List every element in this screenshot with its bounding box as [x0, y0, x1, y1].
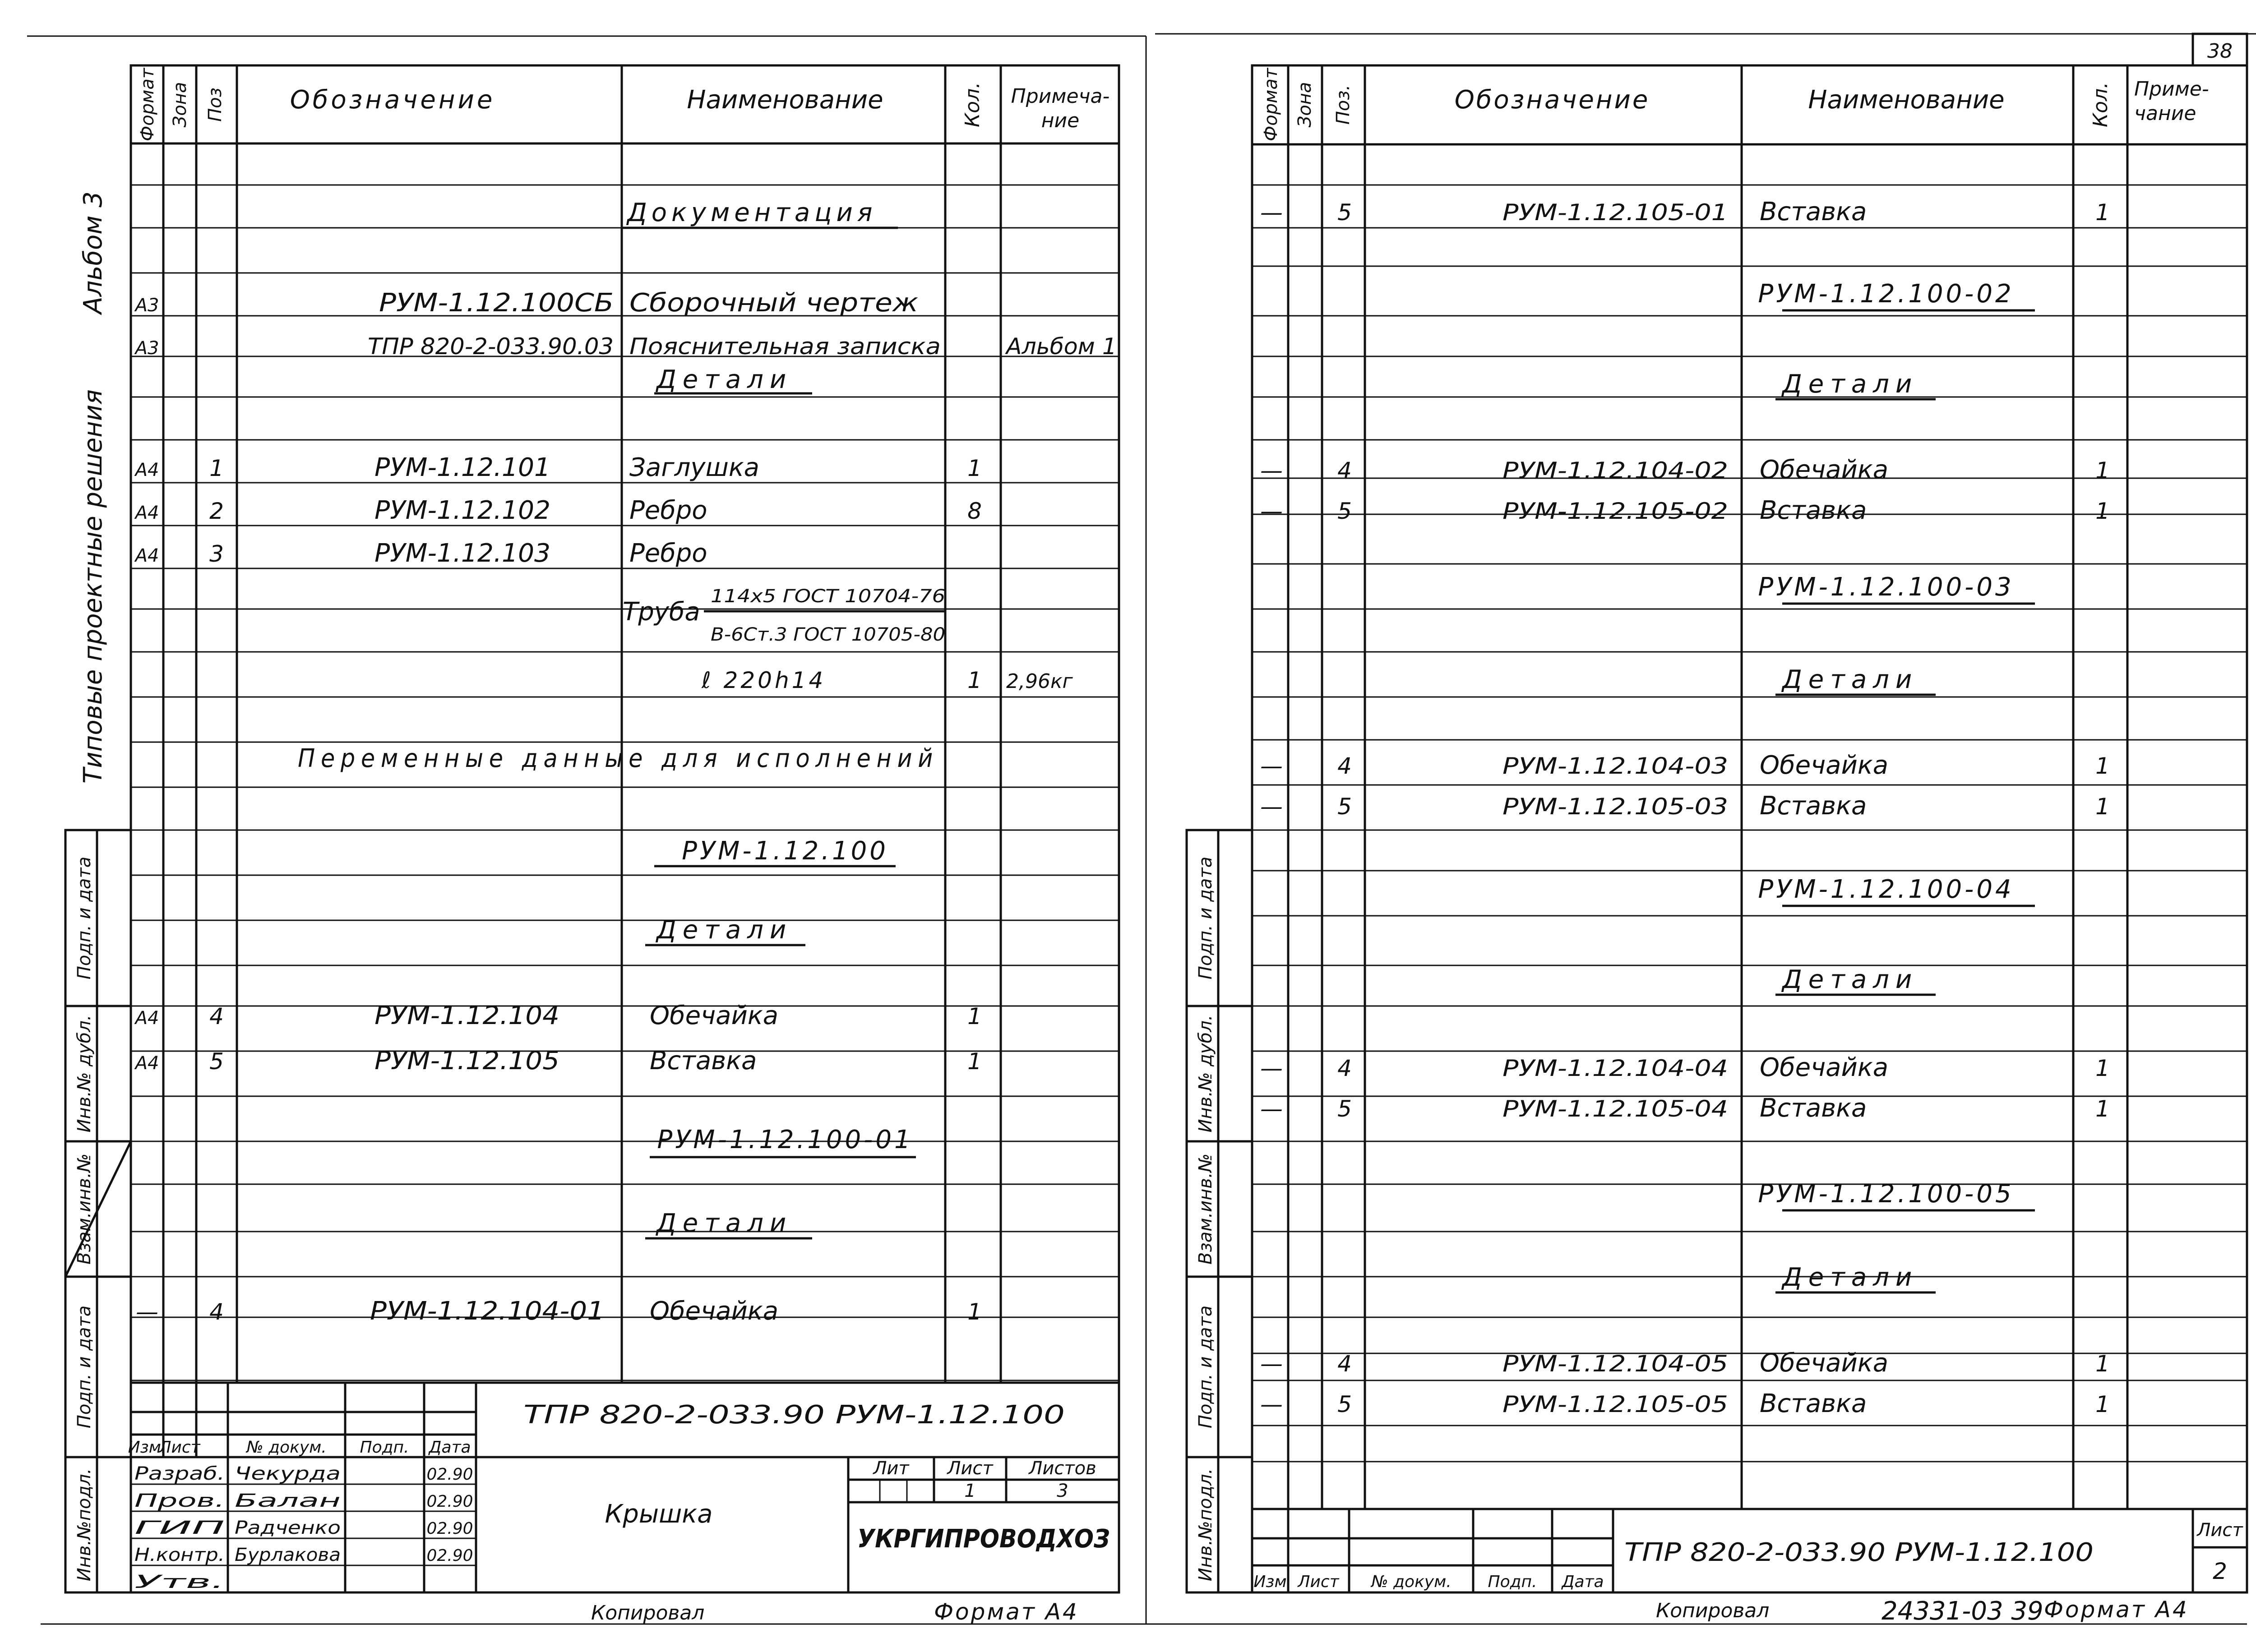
part-qty: 1: [2095, 1391, 2110, 1417]
header-designation: Обозначение: [290, 85, 495, 115]
part-qty: 1: [2095, 1351, 2110, 1377]
header-designation: Обозначение: [1454, 85, 1650, 115]
variant-title: РУМ-1.12.100: [682, 836, 888, 866]
title-block-role: Разраб.: [134, 1463, 225, 1484]
part-name: Вставка: [1760, 791, 1867, 821]
part-pos: 5: [1337, 1391, 1352, 1417]
part-designation: РУМ-1.12.102: [374, 496, 550, 525]
section-parts: Детали: [1782, 965, 1919, 994]
part-designation: РУМ-1.12.105-03: [1502, 794, 1728, 820]
variant-title: РУМ-1.12.100-01: [657, 1125, 913, 1154]
part-designation: РУМ-1.12.104-05: [1502, 1351, 1728, 1377]
title-block-sheet: 1: [964, 1481, 976, 1501]
part-name: Вставка: [1760, 496, 1867, 525]
part-pos: 4: [209, 1299, 224, 1325]
stamp-label-left: Взам.инв.№: [74, 1153, 95, 1265]
format-label: Формат А4: [934, 1599, 1079, 1625]
part-qty: 1: [967, 1003, 982, 1029]
part-format: —: [1260, 1096, 1283, 1122]
title-block-col-header: Изм: [1253, 1573, 1287, 1591]
variant-title: РУМ-1.12.100-04: [1758, 875, 2014, 904]
section-parts: Детали: [656, 1209, 793, 1238]
header-note: Примеча-: [1011, 85, 1110, 108]
part-pos: 4: [209, 1003, 224, 1029]
header-qty: Кол.: [961, 82, 984, 128]
title-block-col-header: Изм.: [128, 1438, 166, 1457]
album-label: Альбом 3: [79, 191, 108, 314]
header-format: Формат: [1261, 68, 1281, 142]
part-name: Обечайка: [650, 1001, 779, 1030]
part-name: Обечайка: [1760, 1053, 1889, 1082]
header-note: ние: [1041, 109, 1080, 132]
part-format: А4: [135, 460, 159, 480]
section-parts: Детали: [656, 365, 793, 394]
title-block-sheet: 2: [2213, 1558, 2227, 1584]
part-qty: 1: [2095, 1096, 2110, 1122]
title-block-sheet-label: Лист: [947, 1458, 993, 1479]
series-label: Типовые проектные решения: [79, 389, 108, 784]
doc-name: Пояснительная записка: [629, 333, 941, 360]
stamp-label-right: Подп. и дата: [1195, 1305, 1216, 1429]
title-block-role: ГИП: [134, 1518, 225, 1538]
pipe-length: ℓ 220h14: [702, 667, 826, 693]
title-block-role: Утв.: [134, 1572, 225, 1592]
part-pos: 5: [1337, 498, 1352, 524]
part-designation: РУМ-1.12.104: [374, 1001, 559, 1030]
copied-label: Копировал: [591, 1601, 705, 1624]
part-name: Вставка: [1760, 1389, 1867, 1418]
title-block-col-header: Дата: [1562, 1573, 1604, 1591]
part-designation: РУМ-1.12.104-01: [370, 1297, 605, 1326]
title-block-col-header: Подп.: [1488, 1573, 1537, 1591]
part-pos: 3: [209, 541, 224, 567]
part-format: А4: [135, 545, 159, 566]
part-qty: 1: [2095, 794, 2110, 820]
part-pos: 4: [1337, 457, 1352, 484]
part-name: Обечайка: [1760, 1348, 1889, 1378]
stamp-label-right: Инв.№подл.: [1195, 1468, 1216, 1582]
variable-data-title: Переменные данные для исполнений: [298, 744, 938, 773]
part-format: А4: [135, 1008, 159, 1029]
part-format: —: [1260, 1351, 1283, 1377]
section-parts: Детали: [1782, 1263, 1919, 1292]
section-parts: Детали: [1782, 665, 1919, 694]
title-block-code: ТПР 820-2-033.90 РУМ-1.12.100: [1624, 1538, 2094, 1567]
title-block-code: ТПР 820-2-033.90 РУМ-1.12.100: [523, 1400, 1065, 1430]
part-name: Обечайка: [650, 1297, 779, 1326]
doc-name: Сборочный чертеж: [629, 288, 918, 318]
copied-label: Копировал: [1656, 1599, 1770, 1622]
part-qty: 1: [2095, 457, 2110, 484]
part-pos: 5: [1337, 1096, 1352, 1122]
stamp-label-right: Взам.инв.№: [1195, 1153, 1216, 1265]
part-qty: 1: [2095, 753, 2110, 779]
part-format: —: [1260, 457, 1283, 484]
doc-designation: РУМ-1.12.100СБ: [379, 288, 614, 318]
doc-format: А3: [135, 295, 159, 316]
title-block-name: Балан: [235, 1490, 341, 1511]
part-format: А4: [135, 1053, 159, 1074]
organization-name: УКРГИПРОВОДХОЗ: [857, 1524, 1110, 1554]
part-name: Вставка: [650, 1046, 757, 1075]
title-block-role: Н.контр.: [134, 1545, 225, 1565]
part-format: —: [1260, 1391, 1283, 1417]
part-designation: РУМ-1.12.105-05: [1502, 1391, 1728, 1417]
title-block-date: 02.90: [426, 1519, 473, 1538]
title-block-date: 02.90: [426, 1546, 473, 1565]
title-block-name: Бурлакова: [235, 1545, 341, 1565]
header-zone: Зона: [1294, 82, 1315, 128]
title-block-name: Радченко: [235, 1518, 341, 1538]
header-pos: Поз.: [1333, 84, 1354, 125]
part-qty: 8: [967, 498, 982, 524]
part-qty: 1: [967, 1299, 982, 1325]
part-pos: 2: [209, 498, 224, 524]
part-designation: РУМ-1.12.105-01: [1502, 199, 1728, 226]
inventory-number: 24331-03 39: [1882, 1597, 2043, 1626]
title-block-role: Пров.: [134, 1490, 225, 1511]
header-name: Наименование: [687, 85, 883, 115]
part-designation: РУМ-1.12.104-02: [1502, 457, 1728, 484]
part-name: Заглушка: [629, 453, 759, 482]
stamp-label-left: Инв.№ дубл.: [74, 1015, 95, 1133]
part-pos: 4: [1337, 753, 1352, 779]
title-block-lit: Лит: [873, 1458, 909, 1479]
format-label: Формат А4: [2044, 1597, 2189, 1623]
part-qty: 1: [967, 1048, 982, 1075]
stamp-label-right: Подп. и дата: [1195, 856, 1216, 980]
part-designation: РУМ-1.12.104-03: [1502, 753, 1728, 779]
part-name: Вставка: [1760, 197, 1867, 226]
part-pos: 5: [1337, 794, 1352, 820]
part-designation: РУМ-1.12.101: [374, 453, 550, 482]
part-pos: 5: [209, 1048, 224, 1075]
part-format: —: [1260, 794, 1283, 820]
pipe-den: В-6Ст.3 ГОСТ 10705-80: [711, 624, 945, 645]
variant-title: РУМ-1.12.100-02: [1758, 279, 2014, 309]
header-note: чание: [2134, 102, 2196, 125]
header-note: Приме-: [2134, 78, 2209, 101]
page-number: 38: [2207, 40, 2233, 63]
title-block-col-header: Дата: [429, 1438, 471, 1457]
part-name: Ребро: [629, 496, 707, 525]
part-pos: 5: [1337, 199, 1352, 226]
pipe-num: 114x5 ГОСТ 10704-76: [711, 586, 945, 607]
part-qty: 1: [2095, 498, 2110, 524]
part-name: Обечайка: [1760, 455, 1889, 485]
doc-note: Альбом 1: [1004, 333, 1117, 360]
part-designation: РУМ-1.12.105-02: [1502, 498, 1728, 524]
header-format: Формат: [137, 68, 158, 142]
part-name: Вставка: [1760, 1094, 1867, 1123]
pipe-note: 2,96кг: [1006, 670, 1073, 693]
title-block-col-header: Лист: [1298, 1573, 1339, 1591]
part-format: —: [136, 1299, 158, 1325]
left-frame: [131, 65, 1119, 1592]
part-pos: 4: [1337, 1055, 1352, 1081]
header-name: Наименование: [1808, 85, 2005, 115]
part-designation: РУМ-1.12.105: [374, 1046, 559, 1075]
part-pos: 1: [209, 455, 224, 481]
product-name: Крышка: [605, 1500, 713, 1529]
title-block-col-header: Лист: [159, 1438, 200, 1457]
title-block-col-header: № докум.: [1371, 1573, 1452, 1591]
part-format: —: [1260, 1055, 1283, 1081]
part-pos: 4: [1337, 1351, 1352, 1377]
variant-title: РУМ-1.12.100-05: [1758, 1179, 2014, 1209]
part-format: —: [1260, 498, 1283, 524]
part-name: Обечайка: [1760, 751, 1889, 780]
stamp-label-left: Подп. и дата: [74, 1305, 95, 1429]
part-designation: РУМ-1.12.103: [374, 539, 550, 568]
part-qty: 1: [967, 455, 982, 481]
header-zone: Зона: [170, 82, 190, 128]
part-designation: РУМ-1.12.105-04: [1502, 1096, 1728, 1122]
part-format: —: [1260, 753, 1283, 779]
section-parts: Детали: [1782, 369, 1919, 399]
stamp-label-left: Подп. и дата: [74, 856, 95, 980]
header-qty: Кол.: [2089, 82, 2112, 128]
doc-format: А3: [135, 338, 159, 359]
part-name: Ребро: [629, 539, 707, 568]
title-block-name: Чекурда: [235, 1463, 341, 1484]
header-pos: Поз: [205, 88, 226, 122]
part-designation: РУМ-1.12.104-04: [1502, 1055, 1728, 1081]
part-format: А4: [135, 503, 159, 523]
pipe-qty: 1: [967, 667, 982, 693]
title-block-sheet-label: Лист: [2197, 1520, 2243, 1541]
part-qty: 1: [2095, 1055, 2110, 1081]
stamp-label-left: Инв.№подл.: [74, 1468, 95, 1582]
section-parts: Детали: [656, 915, 793, 945]
title-block-col-header: № докум.: [246, 1438, 327, 1457]
part-format: —: [1260, 199, 1283, 226]
part-qty: 1: [2095, 199, 2110, 226]
pipe-word: Труба: [623, 597, 700, 627]
section-documentation: Документация: [627, 198, 877, 227]
title-block-sheets-label: Листов: [1029, 1458, 1096, 1479]
title-block-sheets: 3: [1057, 1481, 1068, 1501]
variant-title: РУМ-1.12.100-03: [1758, 572, 2014, 602]
title-block-col-header: Подп.: [360, 1438, 409, 1457]
stamp-label-right: Инв.№ дубл.: [1195, 1015, 1216, 1133]
doc-designation: ТПР 820-2-033.90.03: [368, 333, 614, 360]
title-block-date: 02.90: [426, 1465, 473, 1484]
title-block-date: 02.90: [426, 1492, 473, 1511]
